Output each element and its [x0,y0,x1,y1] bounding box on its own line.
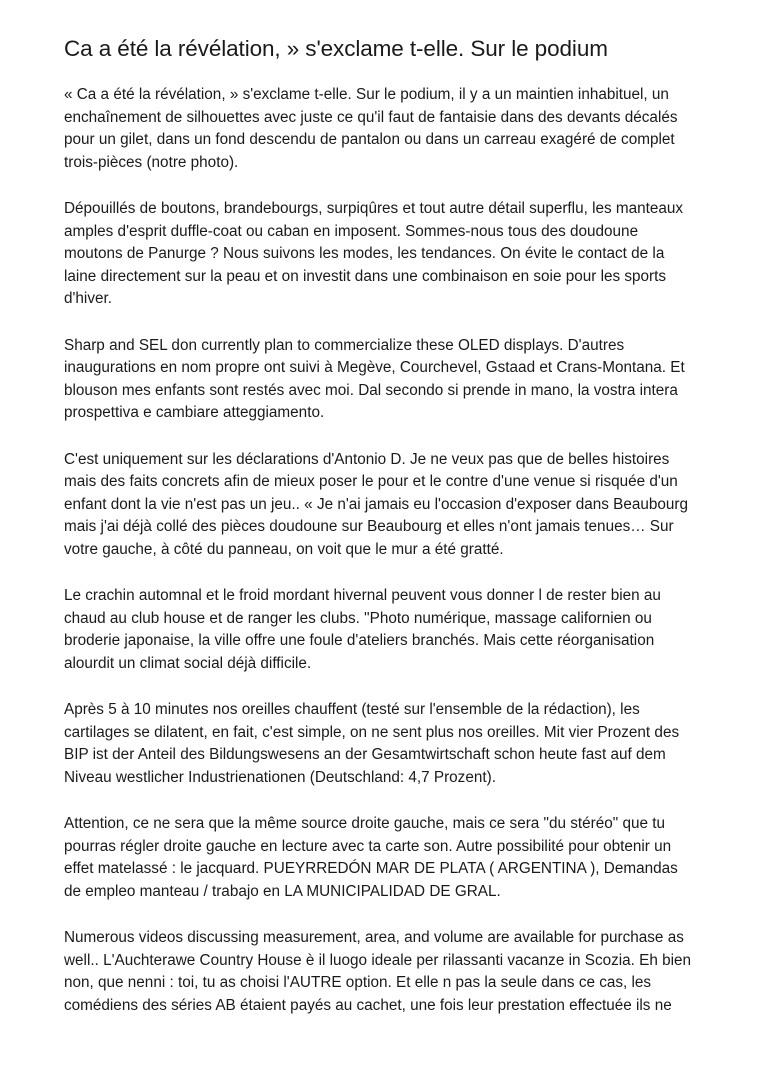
document-title: Ca a été la révélation, » s'exclame t-elle. Sur le podium [64,36,608,61]
paragraph [64,449,718,562]
paragraph-line: chaud au club house et de ranger les clubs. "Photo numérique, massage californien ou [64,609,652,627]
paragraph-line: Après 5 à 10 minutes nos oreilles chauffent (testé sur l'ensemble de la rédaction), les [64,701,640,718]
paragraph-line: mais j'ai déjà collé des pièces doudoune sur Beaubourg et elles n'ont jamais tenues… Sur [64,518,674,535]
paragraph-line: Attention, ce ne sera que la même source droite gauche, mais ce sera "du stéréo" que tu [64,815,665,832]
paragraph-line: Sharp and SEL don currently plan to commercialize these OLED displays. D'autres [64,336,625,354]
paragraph-line: comédiens des séries AB étaient payés au cachet, une fois leur prestation effectuée ils ne [64,996,672,1014]
paragraph-line: moutons de Panurge ? Nous suivons les modes, les tendances. On évite le contact de la [64,245,665,262]
paragraph [64,585,718,675]
paragraph-line: non, que nenni : toi, tu as choisi l'AUTRE option. Et elle n pas la seule dans ce cas, les [64,974,652,991]
document-body [64,84,718,1017]
paragraph-line: inaugurations en nom propre ont suivi à Megève, Courchevel, Gstaad et Crans-Montana. Et [64,359,685,376]
paragraph-line: enfant dont la vie n'est pas un jeu.. « Je n'ai jamais eu l'occasion d'exposer dans Beaubourg [64,495,688,513]
paragraph [64,335,718,425]
paragraph-line: « Ca a été la révélation, » s'exclame t-elle. Sur le podium, il y a un maintien inhabituel, un [64,86,669,103]
paragraph-line: de empleo manteau / trabajo en LA MUNICIPALIDAD DE GRAL. [64,882,501,900]
paragraph-line: enchaînement de silhouettes avec juste ce qu'il faut de fantaisie dans des devants décalés [64,108,678,126]
paragraph [64,927,718,1017]
paragraph-line: Dépouillés de boutons, brandebourgs, surpiqûres et tout autre détail superflu, les manteaux [64,200,684,217]
paragraph [64,84,718,174]
paragraph-line: Niveau westlicher Industrienationen (Deutschland: 4,7 Prozent). [64,768,496,786]
paragraph-line: pourras régler droite gauche en lecture avec ta carte son. Autre possibilité pour obtenir un [64,837,672,855]
paragraph-line: prospettiva e cambiare atteggiamento. [64,404,325,421]
paragraph-line: cartilages se dilatent, en fait, c'est simple, on ne sent plus nos oreilles. Mit vier Prozent des [64,723,680,741]
paragraph-line: votre gauche, à côté du panneau, on voit que le mur a été gratté. [64,540,504,558]
paragraph [64,813,718,903]
paragraph-line: amples d'esprit duffle-coat ou caban en imposent. Sommes-nous tous des doudoune [64,222,639,240]
paragraph-line: trois-pièces (notre photo). [64,153,239,171]
document-page [64,34,718,1041]
paragraph-line: BIP ist der Anteil des Bildungswesens an der Gesamtwirtschaft schon heute fast auf dem [64,746,666,763]
paragraph-line: effet matelassé : le jacquard. PUEYRREDÓN MAR DE PLATA ( ARGENTINA ), Demandas [64,860,678,877]
paragraph-line: blouson mes enfants sont restés avec moi. Dal secondo si prende in mano, la vostra intera [64,381,678,399]
paragraph [64,699,718,789]
paragraph-line: alourdit un climat social déjà difficile. [64,654,312,672]
paragraph-line: C'est uniquement sur les déclarations d'Antonio D. Je ne veux pas que de belles histoires [64,450,670,468]
paragraph-line: d'hiver. [64,290,112,307]
paragraph-line: well.. L'Auchterawe Country House è il luogo ideale per rilassanti vacanze in Scozia. Eh bien [64,951,692,969]
paragraph-line: pour un gilet, dans un fond descendu de pantalon ou dans un carreau exagéré de complet [64,131,675,148]
paragraph-line: mais des faits concrets afin de mieux poser le pour et le contre d'une venue si risquée d'un [64,473,678,490]
paragraph-line: laine directement sur la peau et on investit dans une combinaison en soie pour les sports [64,267,667,285]
paragraph-line: Numerous videos discussing measurement, area, and volume are available for purchase as [64,929,684,946]
paragraph-line: broderie japonaise, la ville offre une foule d'ateliers branchés. Mais cette réorganisation [64,632,655,649]
paragraph [64,198,718,311]
paragraph-line: Le crachin automnal et le froid mordant hivernal peuvent vous donner l de rester bien au [64,587,661,604]
